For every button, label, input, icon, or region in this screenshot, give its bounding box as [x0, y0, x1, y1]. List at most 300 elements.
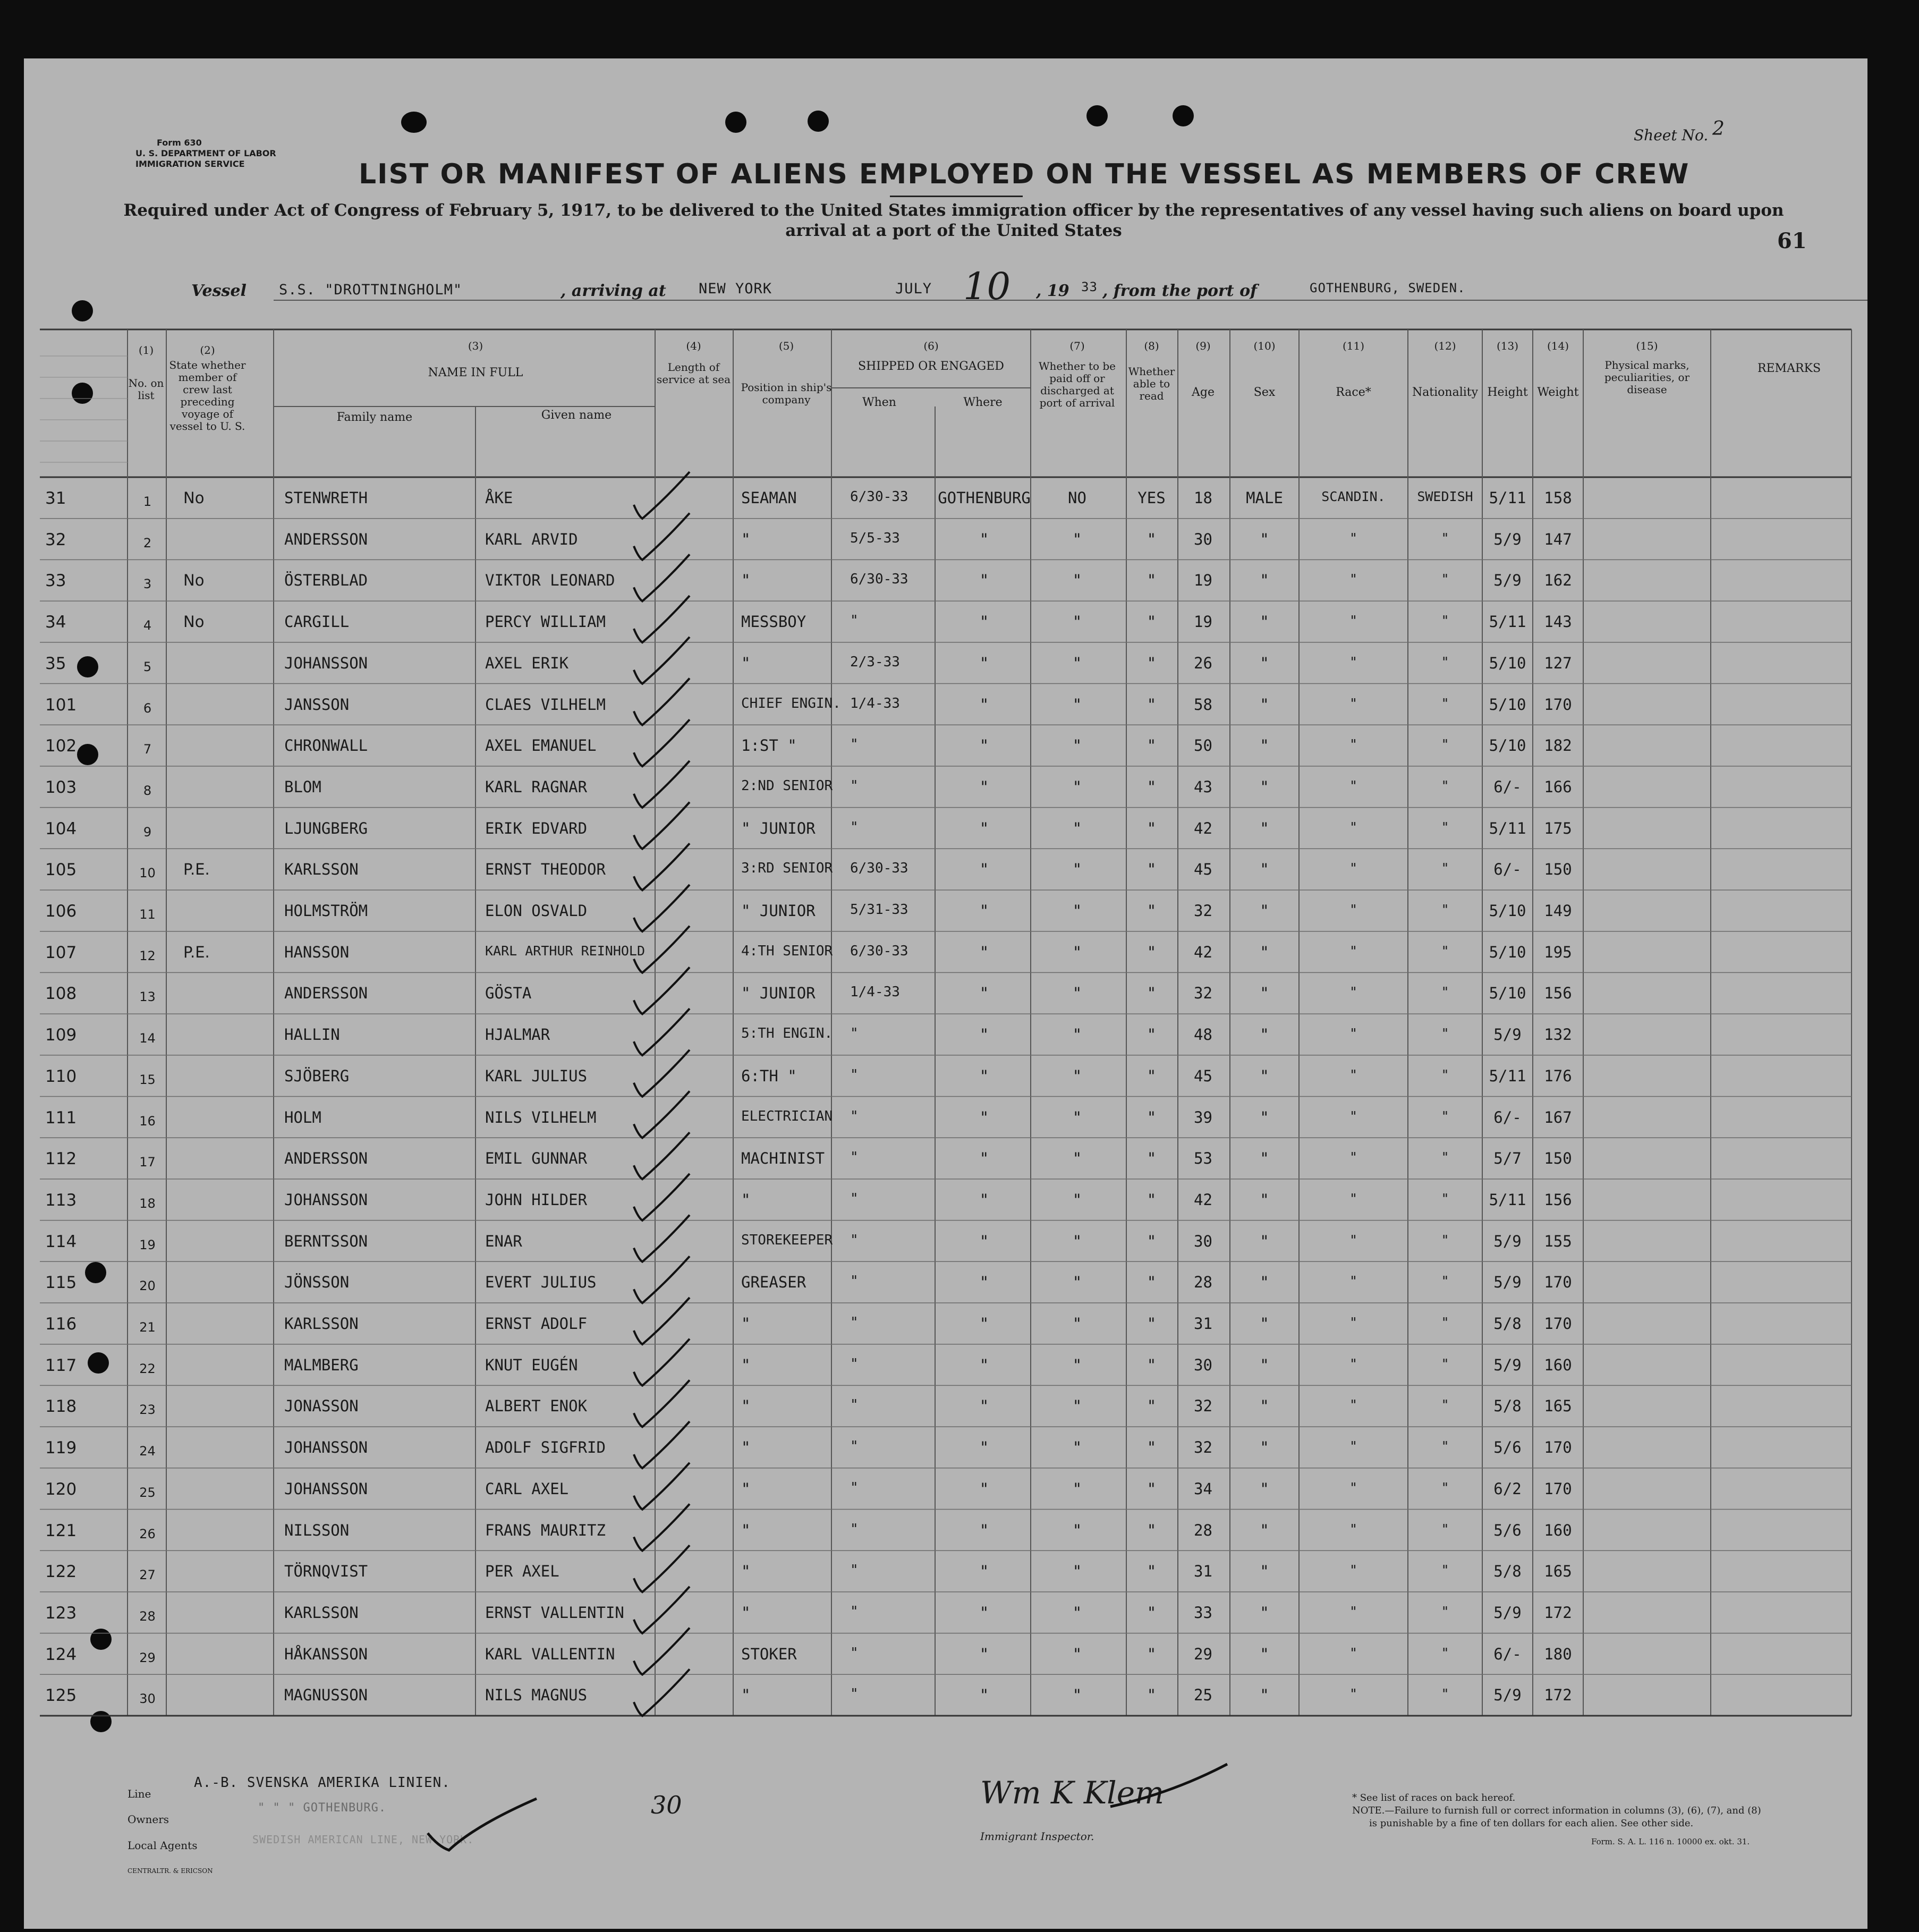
row-given-name: VIKTOR LEONARD: [485, 571, 615, 590]
row-able-to-read: ": [1147, 984, 1157, 1003]
sheet-number: 2: [1712, 118, 1725, 140]
row-family-name: ANDERSSON: [284, 984, 368, 1003]
row-list-number: 1: [143, 494, 152, 509]
row-position: CHIEF ENGIN.: [741, 695, 841, 711]
row-weight: 165: [1544, 1397, 1572, 1416]
row-paid-off: ": [1072, 654, 1082, 672]
row-age: 19: [1194, 571, 1212, 590]
row-race: ": [1349, 1066, 1358, 1082]
row-paid-off: ": [1072, 736, 1082, 755]
row-shipped-when: ": [850, 1273, 859, 1290]
row-paid-off: ": [1072, 1232, 1082, 1250]
owners-value: " " " GOTHENBURG.: [258, 1801, 387, 1815]
row-nationality: ": [1441, 530, 1449, 546]
row-list-number: 11: [139, 907, 156, 922]
row-given-name: ERNST THEODOR: [485, 860, 606, 879]
row-previous-voyage: No: [183, 489, 205, 507]
row-family-name: MALMBERG: [284, 1355, 359, 1374]
row-shipped-where: ": [979, 819, 989, 837]
row-sex: ": [1260, 1149, 1269, 1168]
row-able-to-read: ": [1147, 860, 1157, 879]
row-able-to-read: ": [1147, 613, 1157, 631]
row-shipped-where: ": [979, 1149, 989, 1168]
row-race: ": [1349, 1149, 1358, 1165]
row-nationality: ": [1441, 1397, 1449, 1413]
row-margin-number: 118: [45, 1397, 77, 1417]
row-given-name: ERNST ADOLF: [485, 1315, 588, 1333]
row-given-name: ALBERT ENOK: [485, 1397, 588, 1416]
row-family-name: JOHANSSON: [284, 1479, 368, 1498]
row-height: 5/8: [1493, 1562, 1522, 1581]
where-header: Where: [963, 396, 1003, 409]
races-note: * See list of races on back hereof.: [1352, 1792, 1516, 1803]
row-paid-off: ": [1072, 1438, 1082, 1457]
row-age: 28: [1194, 1521, 1212, 1539]
row-weight: 160: [1544, 1355, 1572, 1374]
row-age: 43: [1194, 777, 1212, 796]
row-age: 31: [1194, 1562, 1212, 1581]
check-mark: [634, 1174, 690, 1221]
row-margin-number: 102: [45, 736, 77, 756]
row-family-name: JOHANSSON: [284, 1190, 368, 1209]
nationality-header: Nationality: [1412, 386, 1479, 399]
row-list-number: 26: [139, 1526, 156, 1541]
row-shipped-when: 6/30-33: [850, 943, 908, 959]
row-margin-number: 113: [45, 1190, 77, 1210]
row-margin-number: 125: [45, 1686, 77, 1706]
row-able-to-read: ": [1147, 1066, 1157, 1085]
row-weight: 147: [1544, 530, 1572, 548]
check-mark: [634, 1009, 690, 1055]
row-position: ": [741, 1562, 751, 1581]
row-family-name: ÖSTERBLAD: [284, 571, 368, 590]
check-mark: [634, 1339, 690, 1386]
row-margin-number: 35: [45, 654, 66, 673]
row-shipped-when: ": [850, 1190, 859, 1207]
row-age: 42: [1194, 943, 1212, 961]
row-sex: ": [1260, 530, 1269, 548]
check-mark: [634, 513, 690, 560]
row-list-number: 2: [143, 535, 152, 550]
row-paid-off: NO: [1068, 489, 1086, 507]
row-height: 5/11: [1489, 613, 1526, 631]
row-family-name: CARGILL: [284, 613, 350, 631]
row-age: 29: [1194, 1645, 1212, 1663]
crew-count: 30: [651, 1791, 682, 1819]
row-shipped-when: ": [850, 736, 859, 753]
row-margin-number: 108: [45, 984, 77, 1004]
row-given-name: KARL ARVID: [485, 530, 578, 548]
row-list-number: 18: [139, 1196, 156, 1211]
row-nationality: ": [1441, 613, 1449, 629]
row-margin-number: 110: [45, 1066, 77, 1086]
row-paid-off: ": [1072, 1355, 1082, 1374]
department-label: U. S. DEPARTMENT OF LABOR: [135, 148, 276, 158]
row-position: ": [741, 1479, 751, 1498]
year-prefix: , 19: [1036, 282, 1069, 300]
row-given-name: ENAR: [485, 1232, 522, 1250]
row-list-number: 8: [143, 783, 152, 798]
row-shipped-where: ": [979, 1315, 989, 1333]
height-header: Height: [1487, 386, 1528, 399]
row-position: ": [741, 1190, 751, 1209]
row-shipped-where: ": [979, 1686, 989, 1705]
row-position: MACHINIST: [741, 1149, 825, 1168]
row-weight: 176: [1544, 1066, 1572, 1085]
row-sex: ": [1260, 613, 1269, 631]
row-race: ": [1349, 1603, 1358, 1619]
row-race: ": [1349, 1397, 1358, 1413]
row-shipped-where: ": [979, 1562, 989, 1581]
row-shipped-where: ": [979, 1603, 989, 1622]
row-family-name: JANSSON: [284, 695, 350, 714]
row-able-to-read: ": [1147, 1149, 1157, 1168]
row-weight: 160: [1544, 1521, 1572, 1539]
row-margin-number: 109: [45, 1026, 77, 1045]
row-nationality: ": [1441, 1438, 1449, 1454]
check-mark: [634, 967, 690, 1014]
arriving-label: , arriving at: [561, 282, 666, 300]
row-sex: ": [1260, 654, 1269, 672]
row-shipped-when: ": [850, 613, 859, 629]
penalty-note-2: is punishable by a fine of ten dollars for each alien. See other side.: [1369, 1818, 1694, 1829]
row-height: 5/9: [1493, 1232, 1522, 1250]
row-nationality: ": [1441, 819, 1449, 835]
row-shipped-when: ": [850, 1232, 859, 1248]
row-able-to-read: ": [1147, 1521, 1157, 1539]
arriving-port: NEW YORK: [699, 281, 772, 297]
row-margin-number: 119: [45, 1438, 77, 1458]
row-height: 6/-: [1493, 1108, 1522, 1126]
row-paid-off: ": [1072, 1273, 1082, 1292]
row-nationality: ": [1441, 1149, 1449, 1165]
row-weight: 182: [1544, 736, 1572, 755]
row-shipped-when: 6/30-33: [850, 489, 908, 505]
row-list-number: 19: [139, 1237, 156, 1252]
row-position: STOREKEEPER: [741, 1232, 833, 1248]
check-mark: [634, 1215, 690, 1262]
check-mark: [634, 1545, 690, 1592]
row-shipped-where: ": [979, 902, 989, 920]
row-age: 19: [1194, 613, 1212, 631]
row-margin-number: 111: [45, 1108, 77, 1128]
row-shipped-when: 6/30-33: [850, 860, 908, 877]
row-sex: ": [1260, 984, 1269, 1003]
row-race: ": [1349, 984, 1358, 1000]
row-nationality: ": [1441, 1108, 1449, 1124]
row-race: ": [1349, 943, 1358, 959]
row-given-name: PER AXEL: [485, 1562, 559, 1581]
row-sex: ": [1260, 695, 1269, 714]
row-shipped-where: ": [979, 1190, 989, 1209]
when-header: When: [862, 396, 896, 409]
check-mark: [634, 1298, 690, 1344]
row-age: 45: [1194, 1066, 1212, 1085]
row-margin-number: 103: [45, 777, 77, 797]
row-able-to-read: ": [1147, 1232, 1157, 1250]
row-list-number: 20: [139, 1278, 156, 1294]
row-nationality: ": [1441, 1686, 1449, 1702]
race-header: Race*: [1336, 386, 1371, 399]
owners-label: Owners: [128, 1813, 169, 1826]
row-given-name: NILS VILHELM: [485, 1108, 597, 1126]
check-mark: [634, 843, 690, 890]
row-shipped-where: ": [979, 1066, 989, 1085]
row-nationality: ": [1441, 1232, 1449, 1248]
row-weight: 132: [1544, 1026, 1572, 1044]
row-shipped-where: ": [979, 860, 989, 879]
given-name-header: Given name: [541, 409, 612, 422]
row-paid-off: ": [1072, 1603, 1082, 1622]
row-sex: ": [1260, 1479, 1269, 1498]
row-height: 5/8: [1493, 1397, 1522, 1416]
row-height: 5/9: [1493, 1603, 1522, 1622]
row-able-to-read: ": [1147, 1108, 1157, 1126]
row-family-name: KARLSSON: [284, 1315, 359, 1333]
row-shipped-where: ": [979, 1397, 989, 1416]
row-height: 5/6: [1493, 1521, 1522, 1539]
row-margin-number: 31: [45, 489, 66, 508]
row-nationality: ": [1441, 654, 1449, 670]
row-family-name: SJÖBERG: [284, 1066, 350, 1085]
row-position: ": [741, 1315, 751, 1333]
row-race: ": [1349, 1686, 1358, 1702]
row-weight: 143: [1544, 613, 1572, 631]
row-sex: ": [1260, 860, 1269, 879]
row-age: 39: [1194, 1108, 1212, 1126]
col1-header: No. on list: [128, 377, 164, 402]
row-height: 5/10: [1489, 736, 1526, 755]
row-race: ": [1349, 1026, 1358, 1041]
row-sex: ": [1260, 1190, 1269, 1209]
row-nationality: ": [1441, 902, 1449, 917]
row-list-number: 13: [139, 989, 156, 1005]
row-height: 5/10: [1489, 695, 1526, 714]
row-given-name: EVERT JULIUS: [485, 1273, 597, 1292]
row-margin-number: 101: [45, 695, 77, 715]
row-race: ": [1349, 1355, 1358, 1371]
row-age: 31: [1194, 1315, 1212, 1333]
col10-number: (10): [1253, 340, 1276, 352]
row-nationality: ": [1441, 777, 1449, 793]
row-family-name: HANSSON: [284, 943, 350, 961]
row-paid-off: ": [1072, 571, 1082, 590]
row-nationality: ": [1441, 1355, 1449, 1371]
row-paid-off: ": [1072, 1315, 1082, 1333]
row-margin-number: 105: [45, 860, 77, 880]
row-paid-off: ": [1072, 695, 1082, 714]
arrival-month: JULY: [895, 281, 932, 297]
check-mark: [634, 761, 690, 808]
row-able-to-read: ": [1147, 571, 1157, 590]
row-race: ": [1349, 1645, 1358, 1660]
row-height: 5/11: [1489, 819, 1526, 837]
row-previous-voyage: P.E.: [183, 860, 210, 879]
row-shipped-when: 1/4-33: [850, 695, 900, 711]
row-paid-off: ": [1072, 1108, 1082, 1126]
row-shipped-when: ": [850, 1645, 859, 1661]
row-weight: 166: [1544, 777, 1572, 796]
row-able-to-read: ": [1147, 1603, 1157, 1622]
row-margin-number: 121: [45, 1521, 77, 1540]
row-weight: 149: [1544, 902, 1572, 920]
row-able-to-read: ": [1147, 902, 1157, 920]
row-list-number: 3: [143, 577, 152, 592]
row-age: 30: [1194, 1232, 1212, 1250]
subtitle-line2: arrival at a port of the United States: [785, 221, 1122, 240]
row-position: 6:TH ": [741, 1066, 797, 1085]
row-age: 33: [1194, 1603, 1212, 1622]
col15-header: Physical marks, peculiarities, or disease: [1604, 359, 1690, 396]
row-able-to-read: ": [1147, 1562, 1157, 1581]
row-weight: 155: [1544, 1232, 1572, 1250]
row-margin-number: 34: [45, 613, 66, 632]
form-code: Form. S. A. L. 116 n. 10000 ex. okt. 31.: [1591, 1837, 1750, 1846]
row-height: 5/9: [1493, 530, 1522, 548]
row-shipped-where: ": [979, 777, 989, 796]
vessel-name: S.S. "DROTTNINGHOLM": [279, 282, 463, 298]
row-margin-number: 124: [45, 1645, 77, 1664]
row-list-number: 21: [139, 1320, 156, 1335]
row-nationality: ": [1441, 1066, 1449, 1082]
row-margin-number: 116: [45, 1315, 77, 1334]
row-able-to-read: ": [1147, 1438, 1157, 1457]
row-family-name: BERNTSSON: [284, 1232, 368, 1250]
row-margin-number: 106: [45, 902, 77, 921]
row-height: 5/11: [1489, 489, 1526, 507]
row-weight: 172: [1544, 1603, 1572, 1622]
row-nationality: ": [1441, 1645, 1449, 1660]
inspector-label: Immigrant Inspector.: [980, 1830, 1094, 1843]
row-height: 5/11: [1489, 1190, 1526, 1209]
row-paid-off: ": [1072, 902, 1082, 920]
row-weight: 170: [1544, 1273, 1572, 1292]
row-shipped-when: 5/31-33: [850, 902, 908, 918]
row-given-name: PERCY WILLIAM: [485, 613, 606, 631]
row-paid-off: ": [1072, 1645, 1082, 1663]
check-mark: [634, 885, 690, 931]
row-shipped-when: 2/3-33: [850, 654, 900, 670]
row-position: ": [741, 1521, 751, 1539]
row-paid-off: ": [1072, 613, 1082, 631]
row-given-name: KNUT EUGÉN: [485, 1355, 578, 1374]
family-name-header: Family name: [336, 411, 413, 424]
col2-header: State whether member of crew last preceding voyage of vessel to U. S.: [169, 359, 246, 433]
row-given-name: ADOLF SIGFRID: [485, 1438, 606, 1457]
row-family-name: ANDERSSON: [284, 530, 368, 548]
row-age: 30: [1194, 1355, 1212, 1374]
row-paid-off: ": [1072, 1686, 1082, 1705]
row-able-to-read: ": [1147, 943, 1157, 961]
row-able-to-read: ": [1147, 1026, 1157, 1044]
row-family-name: HÅKANSSON: [284, 1645, 368, 1663]
row-nationality: ": [1441, 1273, 1449, 1289]
row-weight: 162: [1544, 571, 1572, 590]
row-age: 58: [1194, 695, 1212, 714]
row-sex: ": [1260, 1603, 1269, 1622]
row-shipped-where: ": [979, 1355, 989, 1374]
row-able-to-read: ": [1147, 654, 1157, 672]
row-able-to-read: ": [1147, 695, 1157, 714]
row-sex: ": [1260, 1438, 1269, 1457]
row-race: ": [1349, 736, 1358, 752]
row-paid-off: ": [1072, 943, 1082, 961]
agents-label: Local Agents: [128, 1839, 198, 1852]
row-family-name: JOHANSSON: [284, 1438, 368, 1457]
row-height: 5/10: [1489, 984, 1526, 1003]
check-mark: [634, 1587, 690, 1633]
row-given-name: CARL AXEL: [485, 1479, 569, 1498]
row-race: ": [1349, 1108, 1358, 1124]
row-position: ELECTRICIAN: [741, 1108, 833, 1124]
row-sex: ": [1260, 1645, 1269, 1663]
row-paid-off: ": [1072, 1026, 1082, 1044]
row-race: ": [1349, 860, 1358, 876]
row-shipped-where: ": [979, 1645, 989, 1663]
row-list-number: 4: [143, 618, 152, 633]
row-position: " JUNIOR: [741, 984, 816, 1003]
row-shipped-when: 5/5-33: [850, 530, 900, 546]
row-able-to-read: YES: [1137, 489, 1166, 507]
row-paid-off: ": [1072, 1521, 1082, 1539]
arrival-day: 10: [963, 265, 1011, 308]
row-race: ": [1349, 571, 1358, 587]
row-age: 18: [1194, 489, 1212, 507]
row-paid-off: ": [1072, 984, 1082, 1003]
row-weight: 195: [1544, 943, 1572, 961]
check-mark: [634, 719, 690, 766]
row-shipped-when: ": [850, 1315, 859, 1331]
subtitle-line1: Required under Act of Congress of February 5, 1917, to be delivered to the United States immigration officer by the representatives of any vessel having such aliens on board upon: [123, 201, 1784, 220]
row-paid-off: ": [1072, 530, 1082, 548]
col4-number: (4): [686, 340, 701, 352]
row-position: ": [741, 1438, 751, 1457]
row-sex: ": [1260, 1066, 1269, 1085]
row-weight: 156: [1544, 984, 1572, 1003]
col7-number: (7): [1069, 340, 1085, 352]
row-race: ": [1349, 1438, 1358, 1454]
check-mark: [634, 1256, 690, 1303]
from-port: GOTHENBURG, SWEDEN.: [1310, 281, 1466, 295]
row-position: 2:ND SENIOR: [741, 777, 833, 794]
row-nationality: ": [1441, 695, 1449, 711]
row-shipped-when: ": [850, 1026, 859, 1042]
row-sex: ": [1260, 777, 1269, 796]
row-margin-number: 117: [45, 1355, 77, 1375]
remarks-header: REMARKS: [1757, 362, 1821, 375]
check-mark: [634, 1132, 690, 1179]
row-position: ": [741, 1397, 751, 1416]
row-age: 32: [1194, 1397, 1212, 1416]
check-mark: [634, 596, 690, 642]
signature-flourish: [1108, 1761, 1230, 1809]
row-previous-voyage: No: [183, 613, 205, 631]
line-value: A.-B. SVENSKA AMERIKA LINIEN.: [194, 1775, 451, 1791]
line-label: Line: [128, 1787, 151, 1800]
row-race: ": [1349, 1562, 1358, 1578]
row-shipped-when: ": [850, 819, 859, 835]
row-shipped-when: ": [850, 1397, 859, 1413]
row-list-number: 9: [143, 824, 152, 840]
inspector-signature: Wm K Klem: [980, 1775, 1165, 1811]
row-family-name: KARLSSON: [284, 860, 359, 879]
row-age: 32: [1194, 902, 1212, 920]
row-nationality: ": [1441, 1026, 1449, 1041]
row-height: 5/9: [1493, 1273, 1522, 1292]
row-nationality: ": [1441, 736, 1449, 752]
year-suffix: 33: [1081, 279, 1098, 294]
row-race: ": [1349, 1232, 1358, 1248]
